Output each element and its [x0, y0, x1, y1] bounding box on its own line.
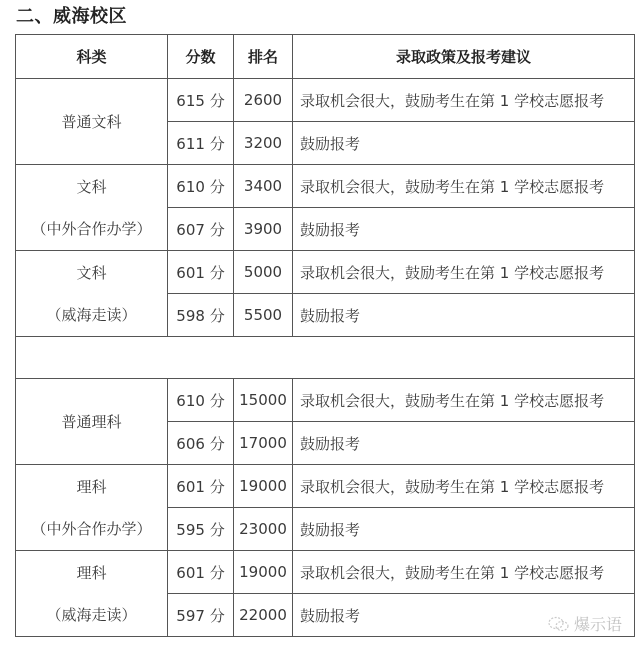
rank-cell: 19000 [234, 551, 293, 594]
score-cell: 601 分 [168, 551, 234, 594]
category-sublabel: （中外合作办学） [31, 519, 152, 538]
advice-cell: 鼓励报考 [293, 508, 635, 551]
rank-cell: 2600 [234, 79, 293, 122]
category-label: 文科 [76, 177, 107, 196]
section-title: 二、威海校区 [16, 6, 127, 27]
rank-cell: 3200 [234, 122, 293, 165]
category-sublabel: （威海走读） [46, 305, 137, 324]
score-cell: 598 分 [168, 294, 234, 337]
wechat-icon [548, 616, 570, 632]
advice-cell: 鼓励报考 [293, 294, 635, 337]
advice-cell: 鼓励报考 [293, 208, 635, 251]
table-header-row [16, 35, 635, 79]
admission-table [15, 34, 635, 637]
watermark [548, 612, 622, 635]
rank-cell: 17000 [234, 422, 293, 465]
header-advice: 录取政策及报考建议 [293, 35, 635, 79]
rank-cell: 5500 [234, 294, 293, 337]
table-row [16, 79, 635, 122]
score-cell: 615 分 [168, 79, 234, 122]
category-cell [16, 79, 168, 165]
rank-cell: 3900 [234, 208, 293, 251]
table-row [16, 165, 635, 208]
score-cell: 611 分 [168, 122, 234, 165]
table-row [16, 251, 635, 294]
category-cell [16, 251, 168, 337]
rank-cell: 3400 [234, 165, 293, 208]
score-cell: 606 分 [168, 422, 234, 465]
header-category: 科类 [16, 35, 168, 79]
score-cell: 610 分 [168, 165, 234, 208]
category-label: 普通文科 [61, 113, 122, 131]
category-label: 理科 [76, 563, 107, 582]
rank-cell: 15000 [234, 379, 293, 422]
advice-cell: 录取机会很大，鼓励考生在第 1 学校志愿报考 [293, 465, 635, 508]
advice-cell: 鼓励报考 [293, 594, 635, 637]
rank-cell: 23000 [234, 508, 293, 551]
score-cell: 610 分 [168, 379, 234, 422]
header-score: 分数 [168, 35, 234, 79]
score-cell: 597 分 [168, 594, 234, 637]
category-label: 理科 [76, 477, 107, 496]
category-cell [16, 465, 168, 551]
advice-cell: 录取机会很大，鼓励考生在第 1 学校志愿报考 [293, 79, 635, 122]
category-cell [16, 551, 168, 637]
score-cell: 601 分 [168, 251, 234, 294]
score-cell: 607 分 [168, 208, 234, 251]
category-cell [16, 165, 168, 251]
advice-cell: 鼓励报考 [293, 122, 635, 165]
table-row [16, 551, 635, 594]
advice-cell: 鼓励报考 [293, 422, 635, 465]
rank-cell: 22000 [234, 594, 293, 637]
score-cell: 601 分 [168, 465, 234, 508]
category-cell [16, 379, 168, 465]
rank-cell: 5000 [234, 251, 293, 294]
category-label: 文科 [76, 263, 107, 282]
spacer-cell [16, 337, 635, 379]
advice-cell: 录取机会很大，鼓励考生在第 1 学校志愿报考 [293, 165, 635, 208]
table-row [16, 465, 635, 508]
header-rank: 排名 [234, 35, 293, 79]
score-cell: 595 分 [168, 508, 234, 551]
advice-cell: 录取机会很大，鼓励考生在第 1 学校志愿报考 [293, 251, 635, 294]
spacer-row [16, 337, 635, 379]
advice-cell: 录取机会很大，鼓励考生在第 1 学校志愿报考 [293, 379, 635, 422]
category-sublabel: （中外合作办学） [31, 219, 152, 238]
category-sublabel: （威海走读） [46, 605, 137, 624]
category-label: 普通理科 [61, 413, 122, 431]
rank-cell: 19000 [234, 465, 293, 508]
watermark-text: 爆示语 [573, 615, 622, 634]
advice-cell: 录取机会很大，鼓励考生在第 1 学校志愿报考 [293, 551, 635, 594]
table-row [16, 379, 635, 422]
